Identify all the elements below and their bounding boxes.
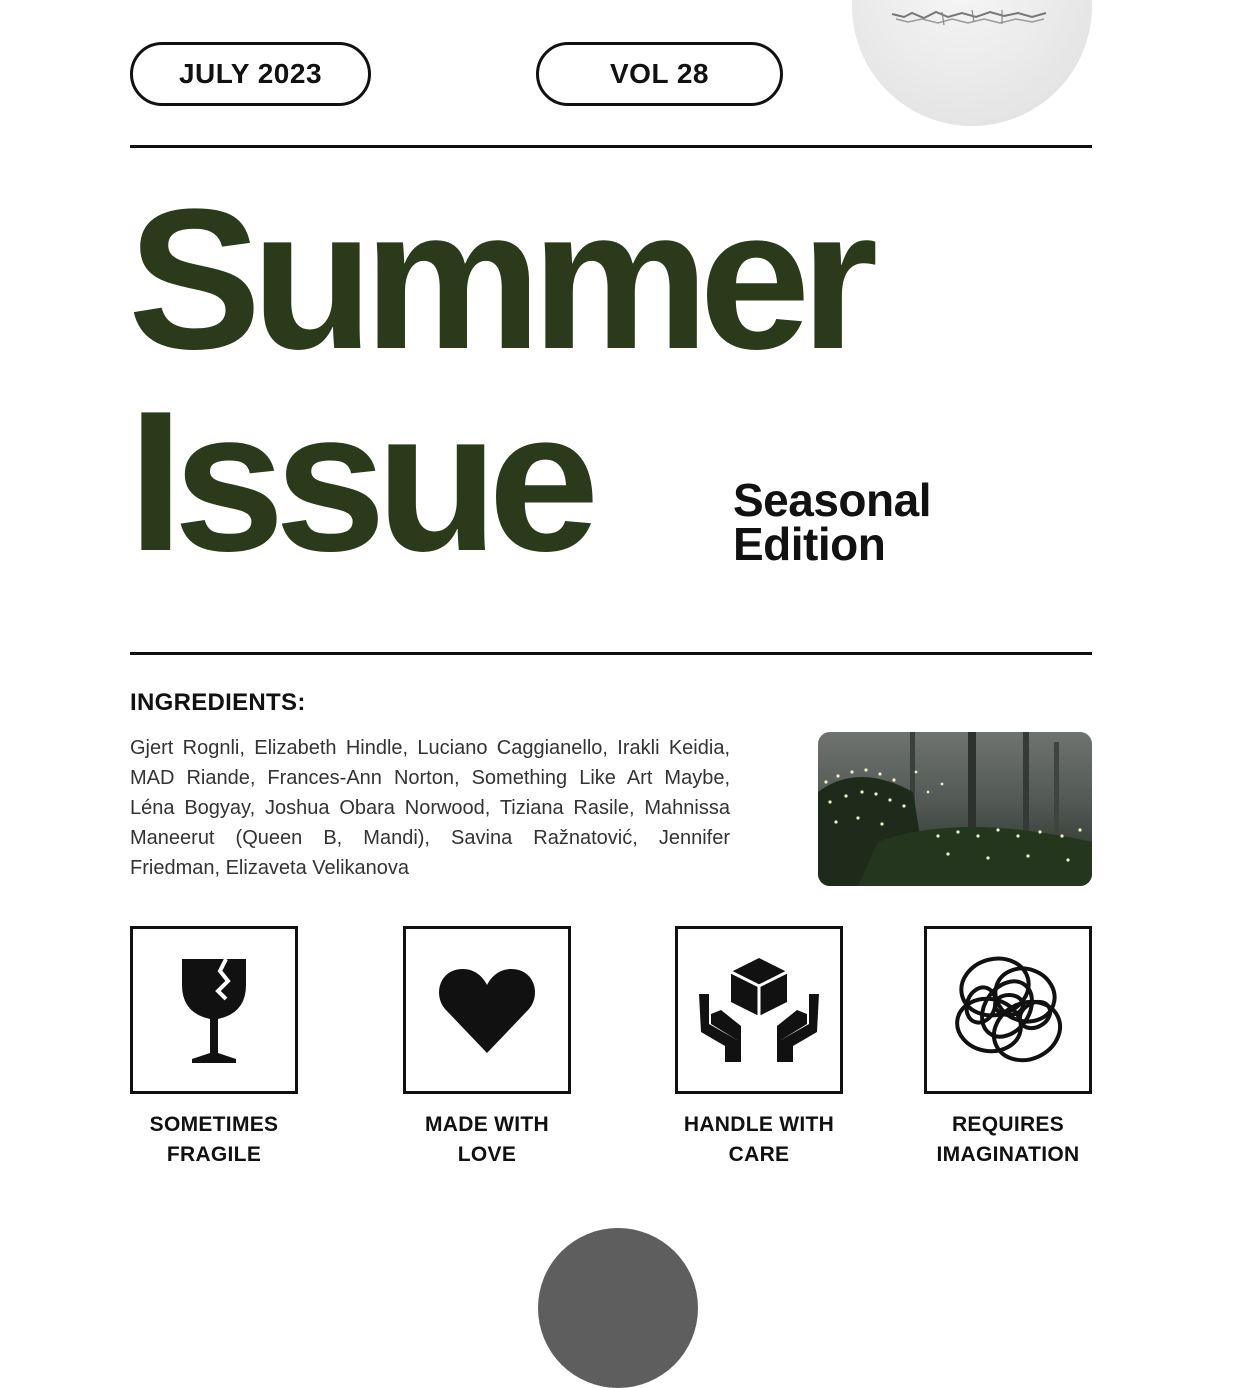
headline-issue: Issue bbox=[128, 370, 590, 593]
edition-line-1: Seasonal bbox=[733, 474, 931, 526]
headline-summer: Summer bbox=[128, 168, 869, 391]
love-label: MADE WITH LOVE bbox=[424, 1113, 549, 1166]
forest-photo bbox=[818, 732, 1092, 886]
fragile-label: SOMETIMES FRAGILE bbox=[149, 1113, 279, 1166]
scribble-icon bbox=[943, 945, 1073, 1075]
decorative-bottom-circle bbox=[538, 1228, 698, 1388]
top-divider bbox=[130, 145, 1092, 148]
decorative-circle-image bbox=[852, 0, 1092, 126]
date-label: JULY 2023 bbox=[178, 58, 323, 89]
volume-label: VOL 28 bbox=[610, 58, 709, 89]
ingredients-list: Gjert Rognli, Elizabeth Hindle, Luciano Caggianello, Irakli Keidia, MAD Riande, Frances-Ann Norton, Something Like Art Maybe, Léna Bogyay, Joshua Obara Norwood, Tiziana Rasile, Mahnissa Maneerut (Queen B, Mandi), Savina Ražnatović, Jennifer Friedman, Elizaveta Velikanova bbox=[130, 737, 730, 879]
love-icon-box bbox=[403, 926, 571, 1094]
care-icon-box bbox=[675, 926, 843, 1094]
ingredients-heading: INGREDIENTS: bbox=[130, 689, 306, 716]
edition-line-2: Edition bbox=[733, 518, 886, 570]
heart-icon bbox=[437, 965, 537, 1055]
hands-box-icon bbox=[697, 954, 821, 1066]
imagination-label: REQUIRES IMAGINATION bbox=[936, 1113, 1080, 1166]
middle-divider bbox=[130, 652, 1092, 655]
volume-pill bbox=[536, 42, 783, 106]
imagination-icon-box bbox=[924, 926, 1092, 1094]
broken-glass-icon bbox=[174, 955, 254, 1065]
date-pill bbox=[130, 42, 371, 106]
care-label: HANDLE WITH CARE bbox=[683, 1113, 835, 1166]
fragile-icon-box bbox=[130, 926, 298, 1094]
